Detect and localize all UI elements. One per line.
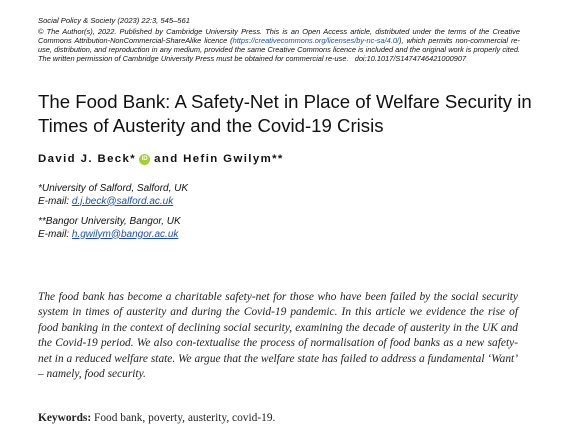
affiliation-1 (38, 183, 188, 208)
email-link-1[interactable]: d.j.beck@salford.ac.uk (71, 195, 174, 207)
keywords-list: Food bank, poverty, austerity, covid-19. (94, 412, 276, 424)
author-2: and Hefin Gwilym** (154, 153, 284, 165)
license-link[interactable]: https://creativecommons.org/licenses/by-nc-sa/4.0/ (232, 36, 399, 45)
email-link-2[interactable]: h.gwilym@bangor.ac.uk (71, 228, 179, 240)
abstract: The food bank has become a charitable safety-net for those who have been failed by the social security system in times of austerity and during the Covid-19 pandemic. In this article we evidence the rise of food banking in the context of declining social security, examining the decade of austerity in the UK and the Covid-19 period. We also con-textualise the process of normalisation of food banks as a new safety-net in a reduced welfare state. We argue that the welfare state has failed to address a fundamental ‘Want’ – namely, food security. (38, 291, 518, 381)
affiliation-2-email-line (38, 229, 181, 242)
email-label: E-mail: (38, 228, 72, 240)
affiliation-2-institution: **Bangor University, Bangor, UK (38, 216, 181, 227)
author-line (38, 153, 284, 165)
affiliation-2 (38, 216, 181, 241)
license-text-end: ), which permits non-commercial re-use, distribution, and reproduction in any medium, provided the same Creative Commons licence is included and the original work is properly cited. The written permission of Cambridge University Press must be obtained for commercial re-use. (38, 36, 520, 63)
author-1: David J. Beck* (38, 153, 137, 165)
affiliation-1-email-line (38, 196, 188, 209)
email-label: E-mail: (38, 195, 72, 207)
license-notice (38, 27, 520, 63)
keywords (38, 412, 275, 424)
article-title: The Food Bank: A Safety-Net in Place of Welfare Security in Times of Austerity and the Covid-19 Crisis (38, 91, 532, 136)
journal-citation: Social Policy & Society (2023) 22:3, 545–561 (38, 16, 190, 25)
doi: doi:10.1017/S1474746421000907 (354, 54, 467, 63)
affiliation-1-institution: *University of Salford, Salford, UK (38, 183, 189, 194)
keywords-label: Keywords: (38, 412, 92, 424)
orcid-icon[interactable]: iD (139, 154, 150, 165)
license-text-start: © The Author(s), 2022. Published by Cambridge University Press. This is an Open Access article, distributed under the terms of the Creative Commons Attribution-NonCommercial-ShareAlike licence ( (38, 27, 520, 45)
